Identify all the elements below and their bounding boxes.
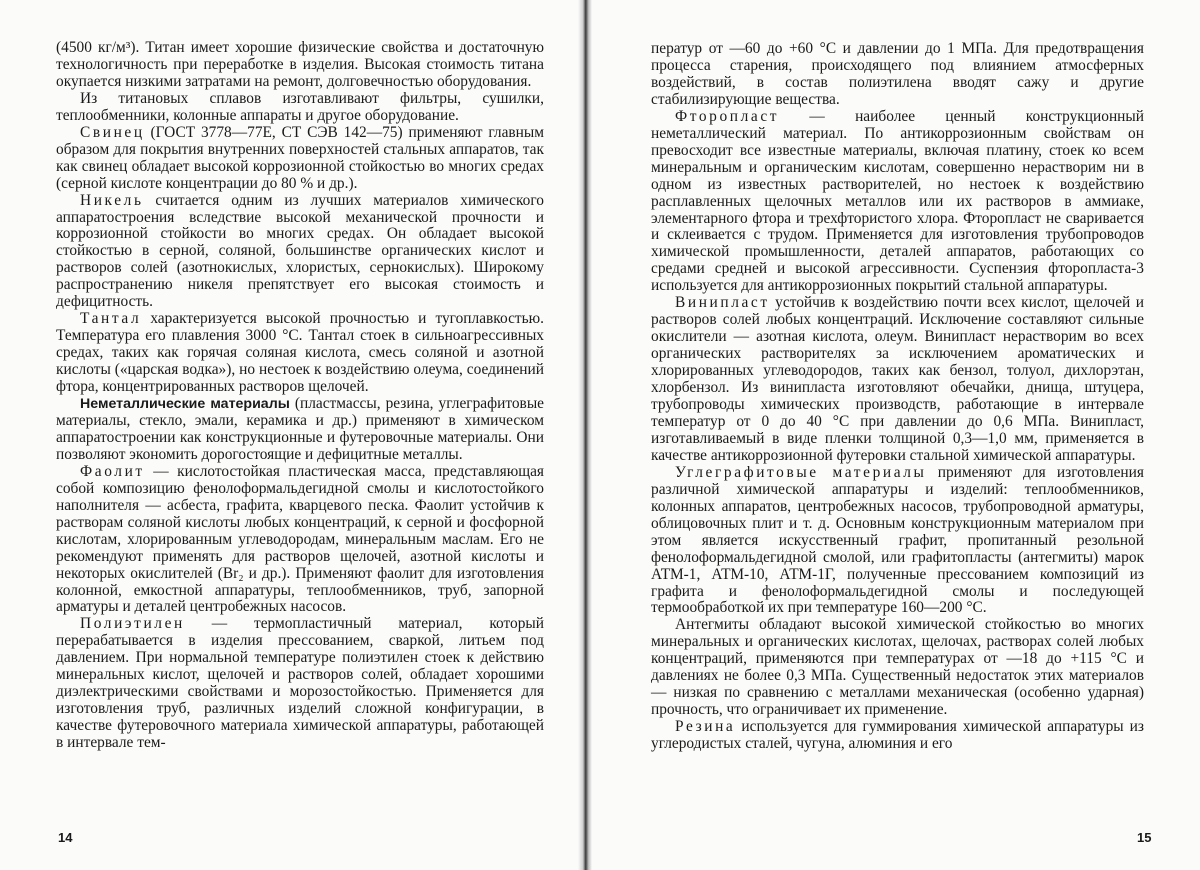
material-term: Винипласт: [675, 294, 770, 312]
left-page: [0, 0, 585, 870]
paragraph: [651, 719, 1144, 753]
paragraph: [56, 91, 544, 125]
material-term: Фаолит: [80, 462, 145, 480]
paragraph: [651, 109, 1144, 295]
paragraph: [651, 295, 1144, 465]
paragraph-text: (4500 кг/м³). Титан имеет хорошие физические свойства и достаточную технологичность при переработке в изделия. Высокая стоимость титана окупается низкими затратами на ремонт, долговечностью оборудования.: [56, 39, 544, 90]
paragraph: [651, 465, 1144, 618]
paragraph-text: (пластмассы, резина, углеграфитовые материалы, стекло, эмали, керамика и др.) применяют в химическом аппаратостроении как конструкционные и футеровочные материалы. Они позволяют экономить дорогостоящие и дефицитные металлы.: [56, 395, 544, 463]
paragraph-text: Из титановых сплавов изготавливают фильтры, сушилки, теплообменники, колонные аппараты и другое оборудование.: [56, 89, 544, 124]
paragraph: [56, 464, 544, 617]
paragraph: [651, 617, 1144, 719]
left-page-number: 14: [58, 830, 73, 845]
paragraph: [56, 311, 544, 396]
material-term: Резина: [675, 718, 736, 736]
paragraph-text: применяют для изготовления различной химической аппаратуры и изделий: теплообменников, колонных аппаратов, центробежных насосов, трубопроводной арматуры, облицовочных плит и т. д. Основным конструкционным материалом при этом является искусственный графит, пропитанный резольной фенолоформальдегидной смолой, или графитопласты (антегмиты) марок АТМ-1, АТМ-10, АТМ-1Г, полученные прессованием композиций из графита и фенолоформальдегидной смолы и последующей термообработкой их при температуре 160—200 °С.: [651, 463, 1144, 617]
material-term: Тантал: [80, 310, 142, 328]
paragraph-text: считается одним из лучших материалов химического аппаратостроения вследствие высокой механической прочности и коррозионной стойкости во многих средах. Он обладает высокой стойкостью в серной, соляной, большинстве органических кислот и растворов солей (азотнокислых, хлористых, сернокислых). Широкому распространению никеля препятствует его высокая стоимость и дефицитность.: [56, 191, 544, 311]
material-term: Свинец: [80, 123, 145, 141]
paragraph: [56, 40, 544, 91]
paragraph: [56, 125, 544, 193]
paragraph-text: используется для гуммирования химической аппаратуры из углеродистых сталей, чугуна, алюминия и его: [651, 718, 1144, 753]
left-page-text-column: [56, 40, 544, 752]
right-page: [585, 0, 1200, 870]
right-page-number: 15: [1137, 830, 1152, 845]
paragraph-text: характеризуется высокой прочностью и тугоплавкостью. Температура его плавления 3000 °С. Тантал стоек в сильноагрессивных средах, таких как горячая соляная кислота, смесь соляной и азотной кислоты («царская водка»), но нестоек к воздействию олеума, соединений фтора, концентрированных растворов щелочей.: [56, 310, 544, 396]
paragraph: [56, 193, 544, 312]
paragraph-text: — термопластичный материал, который перерабатывается в изделия прессованием, сваркой, литьем под давлением. При нормальной температуре полиэтилен стоек к действию минеральных кислот, щелочей и растворов солей, обладает хорошими диэлектрическими свойствами и морозостойкостью. Применяется для изготовления труб, различных изделий сложной конфигурации, в качестве футеровочного материала химической аппаратуры, работающей в интервале тем-: [56, 615, 544, 752]
material-term: Полиэтилен: [80, 615, 185, 633]
paragraph: [651, 41, 1144, 109]
paragraph-text: (ГОСТ 3778—77Е, СТ СЭВ 142—75) применяют главным образом для покрытия внутренних поверхностей стальных аппаратов, так как свинец обладает высокой коррозионной стойкостью во многих средах (серной кислоте концентрации до 80 % и др.).: [56, 123, 544, 192]
paragraph-text: устойчив к воздействию почти всех кислот, щелочей и растворов солей любых концентраций. Исключение составляют сильные окислители — азотная кислота, олеум. Винипласт нерастворим во всех органических растворителях за исключением ароматических и хлорированных углеводородов, таких как бензол, толуол, дихлорэтан, хлорбензол. Из винипласта изготовляют обечайки, днища, штуцера, трубопроводы химических производств, работающие в интервале температур от 0 до 40 °С при давлении до 0,6 МПа. Винипласт, изготавливаемый в виде пленки толщиной 0,3—1,0 мм, применяется в качестве антикоррозионной футеровки стальной химической аппаратуры.: [651, 294, 1144, 464]
paragraph-text: — наиболее ценный конструкционный неметаллический материал. По антикоррозионным свойствам он превосходит все известные материалы, включая платину, стоек ко всем минеральным и органическим кислотам, совершенно нерастворим ни в одном из известных растворителей, но нестоек к воздействию расплавленных щелочных металлов или их растворов в аммиаке, элементарного фтора и трехфтористого хлора. Фторопласт не сваривается и склеивается с трудом. Применяется для изготовления трубопроводов химической промышленности, деталей аппаратов, работающих со средами средней и высокой агрессивности. Суспензия фторопласта-3 используется для антикоррозионных покрытий стальной аппаратуры.: [651, 107, 1144, 295]
material-term: Углеграфитовые материалы: [675, 463, 927, 481]
book-gutter-shadow: [578, 0, 592, 870]
paragraph: [56, 396, 544, 464]
paragraph: [56, 616, 544, 752]
paragraph-text: ператур от —60 до +60 °С и давлении до 1 МПа. Для предотвращения процесса старения, происходящего под влиянием атмосферных воздействий, в состав полиэтилена вводят сажу и другие стабилизирующие вещества.: [651, 40, 1144, 108]
right-page-text-column: [651, 41, 1144, 753]
paragraph-text: Антегмиты обладают высокой химической стойкостью во многих минеральных и органических кислотах, щелочах, растворах солей любых концентраций, применяются при температурах от —18 до +115 °С и давлениях не более 0,3 МПа. Существенный недостаток этих материалов — низкая по сравнению с металлами механическая (особенно ударная) прочность, что ограничивает их применение.: [651, 616, 1144, 719]
paragraph-text: — кислотостойкая пластическая масса, представляющая собой композицию фенолоформальдегидной смолы и кислотостойкого наполнителя — асбеста, графита, кварцевого песка. Фаолит устойчив к растворам соляной кислоты любых концентраций, к серной и фосфорной кислотам, хлорированным углеводородам, минеральным маслам. Его не рекомендуют применять для растворов щелочей, азотной кислоты и некоторых окислителей (Br₂ и др.). Применяют фаолит для изготовления колонной, емкостной аппаратуры, теплообменников, труб, запорной арматуры и деталей центробежных насосов.: [56, 462, 544, 616]
material-term: Фторопласт: [675, 107, 780, 125]
section-heading: Неметаллические материалы: [80, 396, 290, 413]
material-term: Никель: [80, 191, 144, 209]
